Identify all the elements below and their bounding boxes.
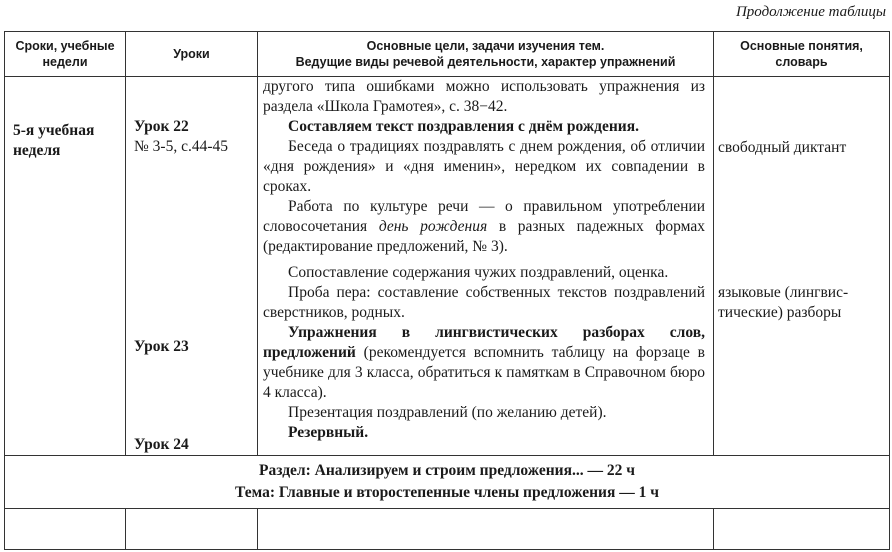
header-lessons: Уроки (126, 32, 258, 77)
intro-text: другого типа ошибками можно использовать упражнения из раздела «Школа Грамотея», с. 38−42. (263, 78, 705, 115)
concept-free-dictation: свободный диктант (718, 139, 847, 156)
section-heading: Раздел: Анализируем и строим предложения... — 22 ч Тема: Главные и второстепенные члены предложения — 1 ч (5, 456, 890, 509)
lesson-23-title: Урок 23 (134, 338, 189, 355)
content-paragraph: Презентация поздравлений (по желанию детей). (288, 404, 607, 421)
table-continuation-caption: Продолжение таблицы (735, 4, 886, 20)
content-paragraph: Сопоставление содержания чужих поздравлений, оценка. (288, 264, 669, 281)
lesson-22-reference: № 3-5, с.44-45 (134, 138, 228, 155)
lesson-22-topic: Составляем текст поздравления с днём рождения. (288, 118, 639, 135)
header-terms-weeks: Сроки, учебные недели (5, 32, 126, 77)
header-concepts: Основные понятия, словарь (714, 32, 890, 77)
content-paragraph: Беседа о традициях поздравлять с днем рождения, об отличии «дня рождения» и «дня именин», нередком их совпадении в сроках. (263, 138, 705, 195)
table-header-row (5, 32, 890, 77)
content-paragraph: Проба пера: составление собственных текстов поздравлений сверстников, родных. (263, 284, 705, 321)
section-row (5, 456, 890, 509)
lesson-22-title: Урок 22 (134, 118, 189, 135)
table-row (5, 77, 890, 456)
lesson-24-topic: Резервный. (288, 424, 369, 441)
table-row-empty (5, 509, 890, 550)
content-paragraph: Работа по культуре речи — о правильном употреблении словосочетания день рождения в разных падежных формах (редактирование предложений, № 3). (263, 198, 705, 255)
lesson-23-topic: Упражнения в лингвистических разборах слов, предложений (рекомендуется вспомнить таблицу на форзаце в учебнике для 3 класса, обратиться к памяткам в Справочном бюро 4 класса). (263, 324, 705, 401)
lesson-24-title: Урок 24 (134, 436, 189, 453)
concept-linguistic-analysis: языковые (лингвис- тические) разборы (718, 284, 849, 321)
concepts-cell (714, 77, 890, 456)
week-cell: 5-я учебная неделя (5, 77, 126, 456)
lessons-cell (126, 77, 258, 456)
header-goals: Основные цели, задачи изучения тем. Ведущие виды речевой деятельности, характер упражнений (258, 32, 714, 77)
content-cell (258, 77, 714, 456)
lesson-plan-table (4, 31, 890, 550)
